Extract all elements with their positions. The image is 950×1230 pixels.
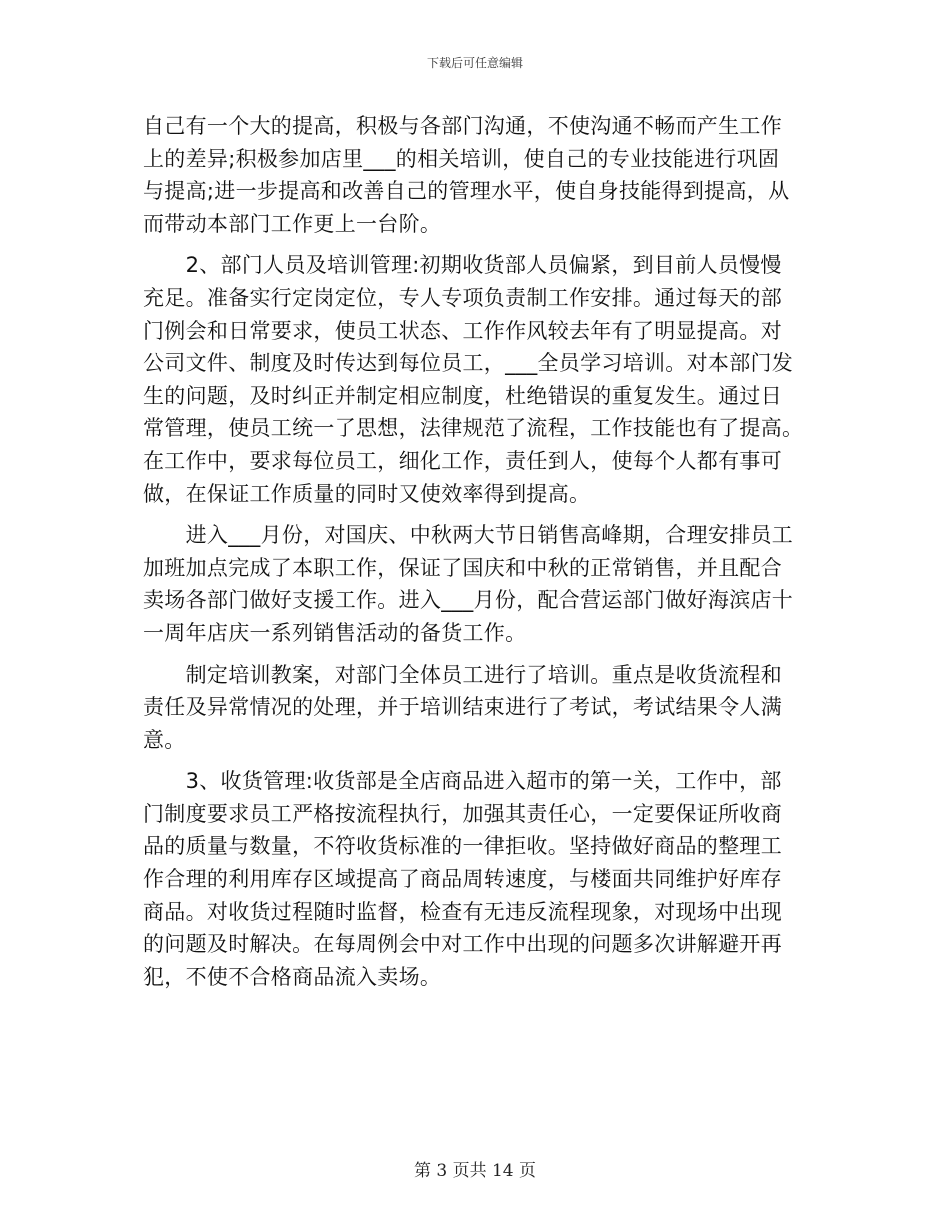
- text-line: 与提高;进一步提高和改善自己的管理水平，使自身技能得到提高，从: [143, 179, 790, 204]
- text-line: 在工作中，要求每位员工，细化工作，责任到人，使每个人都有事可: [143, 448, 782, 473]
- text-line: 制定培训教案，对部门全体员工进行了培训。重点是收货流程和: [143, 662, 782, 687]
- text-line: 卖场各部门做好支援工作。进入___月份，配合营运部门做好海滨店十: [143, 588, 794, 613]
- text-line: 公司文件、制度及时传达到每位员工，___全员学习培训。对本部门发: [143, 351, 794, 376]
- document-body: [143, 110, 808, 1002]
- page-footer: 第 3 页共 14 页: [413, 1161, 537, 1181]
- text-line: 一周年店庆一系列销售活动的备货工作。: [143, 620, 527, 645]
- text-line: 犯，不使不合格商品流入卖场。: [143, 964, 442, 989]
- text-line: 充足。准备实行定岗定位，专人专项负责制工作安排。通过每天的部: [143, 285, 782, 310]
- text-line: 3、收货管理:收货部是全店商品进入超市的第一关，工作中，部: [143, 769, 782, 794]
- paragraph: [143, 659, 808, 757]
- page-header: 下载后可任意编辑: [426, 56, 523, 70]
- text-line: 进入___月份，对国庆、中秋两大节日销售高峰期，合理安排员工: [143, 523, 794, 548]
- text-line: 加班加点完成了本职工作，保证了国庆和中秋的正常销售，并且配合: [143, 555, 782, 580]
- text-line: 作合理的利用库存区域提高了商品周转速度，与楼面共同维护好库存: [143, 867, 782, 892]
- text-line: 意。: [143, 727, 186, 752]
- text-line: 责任及异常情况的处理，并于培训结束进行了考试，考试结果令人满: [143, 695, 782, 720]
- paragraph: [143, 249, 808, 510]
- paragraph: [143, 519, 808, 649]
- text-line: 上的差异;积极参加店里___的相关培训，使自己的专业技能进行巩固: [143, 146, 780, 171]
- paragraph: [143, 110, 808, 240]
- text-line: 而带动本部门工作更上一台阶。: [143, 211, 442, 236]
- text-line: 品的质量与数量，不符收货标准的一律拒收。坚持做好商品的整理工: [143, 834, 782, 859]
- text-line: 做，在保证工作质量的同时又使效率得到提高。: [143, 481, 591, 506]
- paragraph: [143, 765, 808, 993]
- text-line: 2、部门人员及培训管理:初期收货部人员偏紧，到目前人员慢慢: [143, 253, 782, 278]
- text-line: 自己有一个大的提高，积极与各部门沟通，不使沟通不畅而产生工作: [143, 114, 782, 138]
- text-line: 商品。对收货过程随时监督，检查有无违反流程现象，对现场中出现: [143, 899, 782, 924]
- text-line: 的问题及时解决。在每周例会中对工作中出现的问题多次讲解避开再: [143, 932, 782, 957]
- text-line: 常管理，使员工统一了思想，法律规范了流程，工作技能也有了提高。: [143, 416, 804, 441]
- text-line: 门例会和日常要求，使员工状态、工作作风较去年有了明显提高。对: [143, 318, 782, 343]
- text-line: 生的问题，及时纠正并制定相应制度，杜绝错误的重复发生。通过日: [143, 383, 782, 408]
- text-line: 门制度要求员工严格按流程执行，加强其责任心，一定要保证所收商: [143, 801, 782, 826]
